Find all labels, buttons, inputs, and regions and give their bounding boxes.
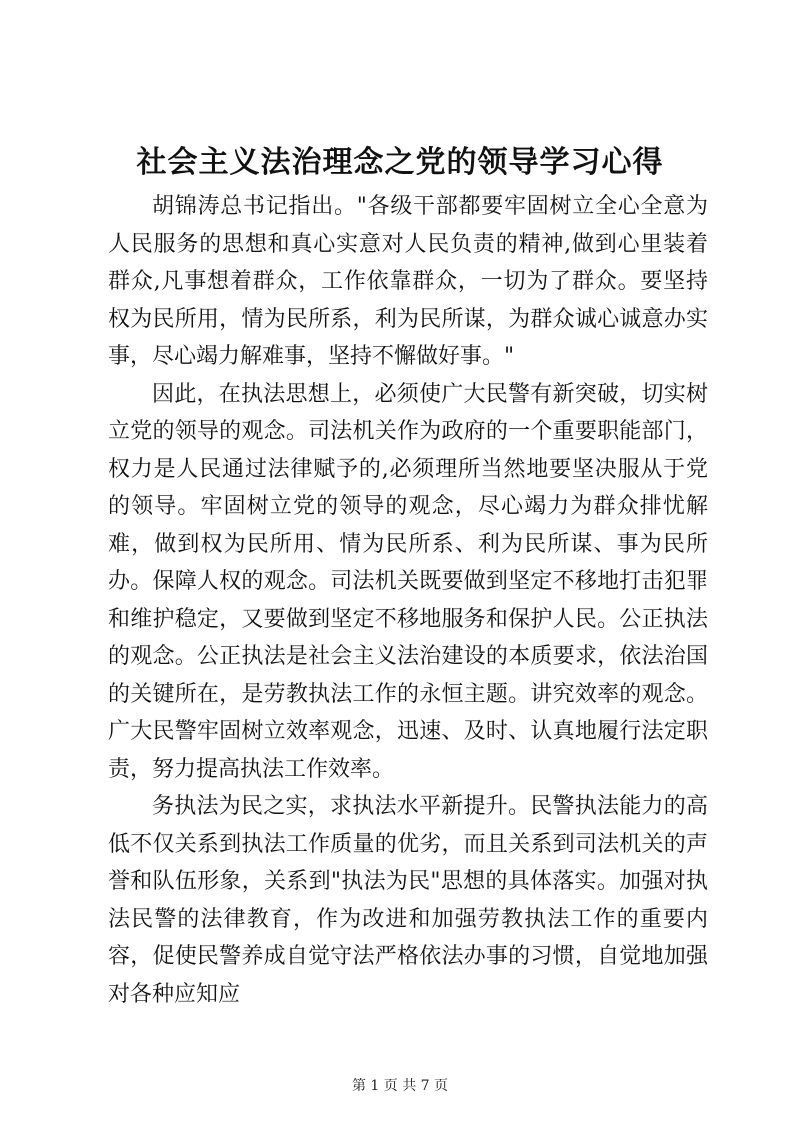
paragraph-1: 胡锦涛总书记指出。"各级干部都要牢固树立全心全意为人民服务的思想和真心实意对人民负责的精神,做到心里装着群众,凡事想着群众，工作依靠群众，一切为了群众。要坚持权为民所用，情为民所系，利为民所谋，为群众诚心诚意办实事，尽心竭力解难事，坚持不懈做好事。" xyxy=(108,194,708,369)
page-footer: 第 1 页 共 7 页 xyxy=(351,1078,449,1094)
paragraph-3: 务执法为民之实，求执法水平新提升。民警执法能力的高低不仅关系到执法工作质量的优劣，而且关系到司法机关的声誉和队伍形象，关系到"执法为民"思想的具体落实。加强对执法民警的法律教育，作为改进和加强劳教执法工作的重要内容，促使民警养成自觉守法严格依法办事的习惯，自觉地加强对各种应知应 xyxy=(108,794,708,1007)
document-title: 社会主义法治理念之党的领导学习心得 xyxy=(136,145,664,180)
paragraph-2: 因此，在执法思想上，必须使广大民警有新突破，切实树立党的领导的观念。司法机关作为政府的一个重要职能部门，权力是人民通过法律赋予的,必须理所当然地要坚决服从于党的领导。牢固树立党的领导的观念，尽心竭力为群众排忧解难，做到权为民所用、情为民所系、利为民所谋、事为民所办。保障人权的观念。司法机关既要做到坚定不移地打击犯罪和维护稳定，又要做到坚定不移地服务和保护人民。公正执法的观念。公正执法是社会主义法治建设的本质要求，依法治国的关键所在，是劳教执法工作的永恒主题。讲究效率的观念。广大民警牢固树立效率观念，迅速、及时、认真地履行法定职责，努力提高执法工作效率。 xyxy=(108,381,708,782)
document-body xyxy=(108,188,708,1013)
